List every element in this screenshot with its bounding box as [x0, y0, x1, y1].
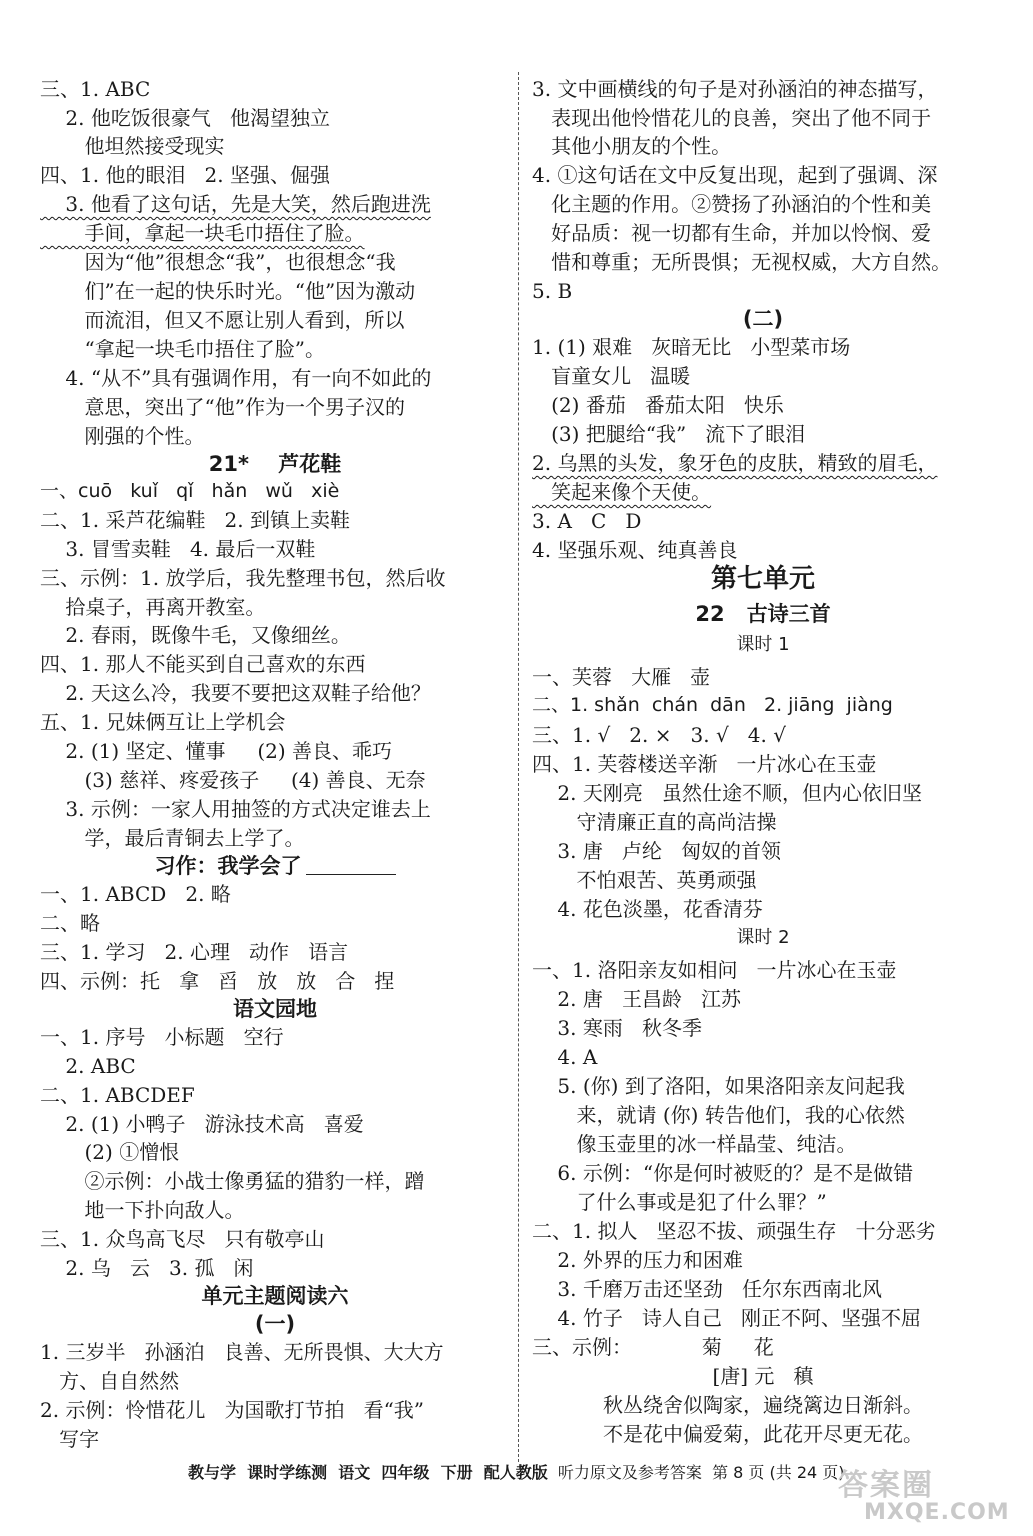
left-line: 他坦然接受现实 — [40, 134, 225, 158]
right-line: 不是花中偏爱菊，此花开尽更无花。 — [603, 1422, 923, 1446]
right-line: 3. 千磨万击还坚劲 任尔东西南北风 — [532, 1277, 882, 1301]
left-line: 而流泪，但又不愿让别人看到，所以 — [40, 308, 405, 332]
left-line: 一、cuō kuǐ qǐ hǎn wǔ xiè — [40, 480, 340, 502]
left-line: 2. 乌 云 3. 孤 闲 — [40, 1256, 254, 1280]
left-line: (一) — [254, 1312, 296, 1336]
right-line: (二) — [742, 307, 784, 331]
left-line: 4. “从不”具有强调作用，有一向不如此的 — [40, 366, 432, 390]
left-line: 三、1. ABC — [40, 77, 151, 101]
right-line: 22 古诗三首 — [695, 602, 831, 626]
left-line: 二、略 — [40, 911, 100, 935]
left-line: 方、自自然然 — [40, 1369, 180, 1393]
right-line: 3. 寒雨 秋冬季 — [532, 1016, 702, 1040]
right-line: 秋丛绕舍似陶家，遍绕篱边日渐斜。 — [603, 1393, 923, 1417]
left-line: 3. 示例：一家人用抽签的方式决定谁去上 — [40, 797, 431, 821]
right-line: 3. A C D — [532, 509, 642, 533]
right-line: 5. B — [532, 279, 573, 303]
right-line: 四、1. 芙蓉楼送辛渐 一片冰心在玉壶 — [532, 752, 877, 776]
right-line: 2. 乌黑的头发，象牙色的皮肤，精致的眉毛， — [532, 451, 938, 475]
left-line: 2. 春雨，既像牛毛，又像细丝。 — [40, 623, 351, 647]
left-line: 四、1. 他的眼泪 2. 坚强、倔强 — [40, 163, 330, 187]
left-line: 21* 芦花鞋 — [208, 452, 342, 476]
left-line: 2. 他吃饭很豪气 他渴望独立 — [40, 106, 330, 130]
right-line: 三、1. √ 2. × 3. √ 4. √ — [532, 723, 786, 747]
right-line: 3. 文中画横线的句子是对孙涵泊的神态描写， — [532, 77, 938, 101]
right-line: 其他小朋友的个性。 — [532, 134, 732, 158]
left-line: 2. (1) 坚定、懂事 (2) 善良、乖巧 — [40, 739, 393, 763]
right-line: 第七单元 — [710, 564, 815, 594]
right-line: 好品质：视一切都有生命，并加以怜悯、爱 — [532, 221, 932, 245]
left-line: 1. 三岁半 孙涵泊 良善、无所畏惧、大大方 — [40, 1340, 444, 1364]
left-line: 二、1. ABCDEF — [40, 1083, 195, 1107]
right-line: 守清廉正直的高尚洁操 — [532, 810, 777, 834]
right-line: 三、示例： 菊 花 — [532, 1335, 774, 1359]
right-line: 2. 唐 王昌龄 江苏 — [532, 987, 742, 1011]
right-line: 不怕艰苦、英勇顽强 — [532, 868, 757, 892]
right-line: 4. A — [532, 1045, 598, 1069]
right-line: 4. 竹子 诗人自己 刚正不阿、坚强不屈 — [532, 1306, 922, 1330]
left-line: 3. 冒雪卖鞋 4. 最后一双鞋 — [40, 537, 316, 561]
right-line: [唐] 元 稹 — [712, 1364, 814, 1388]
left-line: 手间，拿起一块毛巾捂住了脸。 — [40, 221, 365, 245]
footer-page-info: 听力原文及参考答案 第 8 页 (共 24 页) — [547, 1463, 845, 1482]
left-line: 2. 天这么冷，我要不要把这双鞋子给他？ — [40, 681, 431, 705]
left-line: 2. ABC — [40, 1054, 136, 1078]
right-line: 来，就请 (你) 转告他们，我的心依然 — [532, 1103, 905, 1127]
left-line: 习作：我学会了 — [40, 856, 510, 877]
left-line: 四、示例：托 拿 舀 放 放 合 捏 — [40, 969, 395, 993]
left-line: 语文园地 — [233, 997, 317, 1021]
right-line: 笑起来像个天使。 — [532, 480, 712, 504]
right-line: 1. (1) 艰难 灰暗无比 小型菜市场 — [532, 335, 851, 359]
right-line: 2. 外界的压力和困难 — [532, 1248, 743, 1272]
left-line: ②示例：小战士像勇猛的猎豹一样，蹭 — [40, 1169, 425, 1193]
right-line: 二、1. shǎn chán dān 2. jiāng jiàng — [532, 694, 893, 716]
right-line: 盲童女儿 温暖 — [532, 364, 691, 388]
watermark-bottom-text: MXQE.COM — [864, 1500, 1010, 1525]
left-line: 四、1. 那人不能买到自己喜欢的东西 — [40, 652, 366, 676]
column-divider — [518, 72, 519, 1462]
watermark-logo — [838, 1460, 1008, 1526]
left-line: 因为“他”很想念“我”，也很想念“我 — [40, 250, 396, 274]
left-line: 2. (1) 小鸭子 游泳技术高 喜爱 — [40, 1112, 364, 1136]
right-line: 课时 1 — [736, 634, 790, 655]
left-line: 一、1. 序号 小标题 空行 — [40, 1025, 284, 1049]
left-line: 三、1. 众鸟高飞尽 只有敬亭山 — [40, 1227, 325, 1251]
left-line: 一、1. ABCD 2. 略 — [40, 882, 231, 906]
left-line: 单元主题阅读六 — [201, 1284, 349, 1308]
right-line: 4. 坚强乐观、纯真善良 — [532, 538, 738, 562]
right-line: 2. 天刚亮 虽然仕途不顺，但内心依旧坚 — [532, 781, 922, 805]
left-line: 3. 他看了这句话，先是大笑，然后跑进洗 — [40, 192, 431, 216]
footer-title: 教与学 课时学练测 语文 四年级 下册 配人教版 — [188, 1463, 548, 1482]
left-line: 学，最后青铜去上学了。 — [40, 826, 305, 850]
left-line: (2) ①憎恨 — [40, 1140, 180, 1164]
right-line: 课时 2 — [736, 927, 790, 948]
right-line: 像玉壶里的冰一样晶莹、纯洁。 — [532, 1132, 857, 1156]
page-footer — [188, 1460, 845, 1483]
left-line: 五、1. 兄妹俩互让上学机会 — [40, 710, 286, 734]
right-line: 5. (你) 到了洛阳，如果洛阳亲友问起我 — [532, 1074, 905, 1098]
right-line: 化主题的作用。②赞扬了孙涵泊的个性和美 — [532, 192, 932, 216]
right-line: 4. 花色淡墨，花香清芬 — [532, 897, 763, 921]
right-line: 一、芙蓉 大雁 壶 — [532, 665, 711, 689]
right-line: 3. 唐 卢纶 匈奴的首领 — [532, 839, 782, 863]
left-line: 们”在一起的快乐时光。“他”因为激动 — [40, 279, 416, 303]
right-line: (3) 把腿给“我” 流下了眼泪 — [532, 422, 806, 446]
left-line: 刚强的个性。 — [40, 424, 205, 448]
left-line: 写字 — [40, 1427, 100, 1451]
right-line: 了什么事或是犯了什么罪？” — [532, 1190, 827, 1214]
left-line: 拾桌子，再离开教室。 — [40, 595, 266, 619]
left-line: 二、1. 采芦花编鞋 2. 到镇上卖鞋 — [40, 508, 350, 532]
left-line: (3) 慈祥、疼爱孩子 (4) 善良、无奈 — [40, 768, 426, 792]
watermark-top-text: 答案圈 — [838, 1468, 934, 1503]
fill-in-blank — [306, 874, 396, 875]
left-line: “拿起一块毛巾捂住了脸”。 — [40, 337, 325, 361]
left-line: 地一下扑向敌人。 — [40, 1198, 245, 1222]
right-line: 惜和尊重；无所畏惧；无视权威，大方自然。 — [532, 250, 952, 274]
right-line: 表现出他怜惜花儿的良善，突出了他不同于 — [532, 106, 932, 130]
right-line: (2) 番茄 番茄太阳 快乐 — [532, 393, 784, 417]
right-line: 一、1. 洛阳亲友如相问 一片冰心在玉壶 — [532, 958, 897, 982]
left-line: 2. 示例：怜惜花儿 为国歌打节拍 看“我” — [40, 1398, 425, 1422]
left-line: 三、1. 学习 2. 心理 动作 语言 — [40, 940, 349, 964]
left-line: 三、示例：1. 放学后，我先整理书包，然后收 — [40, 566, 446, 590]
left-line: 意思，突出了“他”作为一个男子汉的 — [40, 395, 405, 419]
right-line: 4. ①这句话在文中反复出现，起到了强调、深 — [532, 163, 938, 187]
right-line: 二、1. 拟人 坚忍不拔、顽强生存 十分恶劣 — [532, 1219, 936, 1243]
right-line: 6. 示例：“你是何时被贬的？是不是做错 — [532, 1161, 914, 1185]
